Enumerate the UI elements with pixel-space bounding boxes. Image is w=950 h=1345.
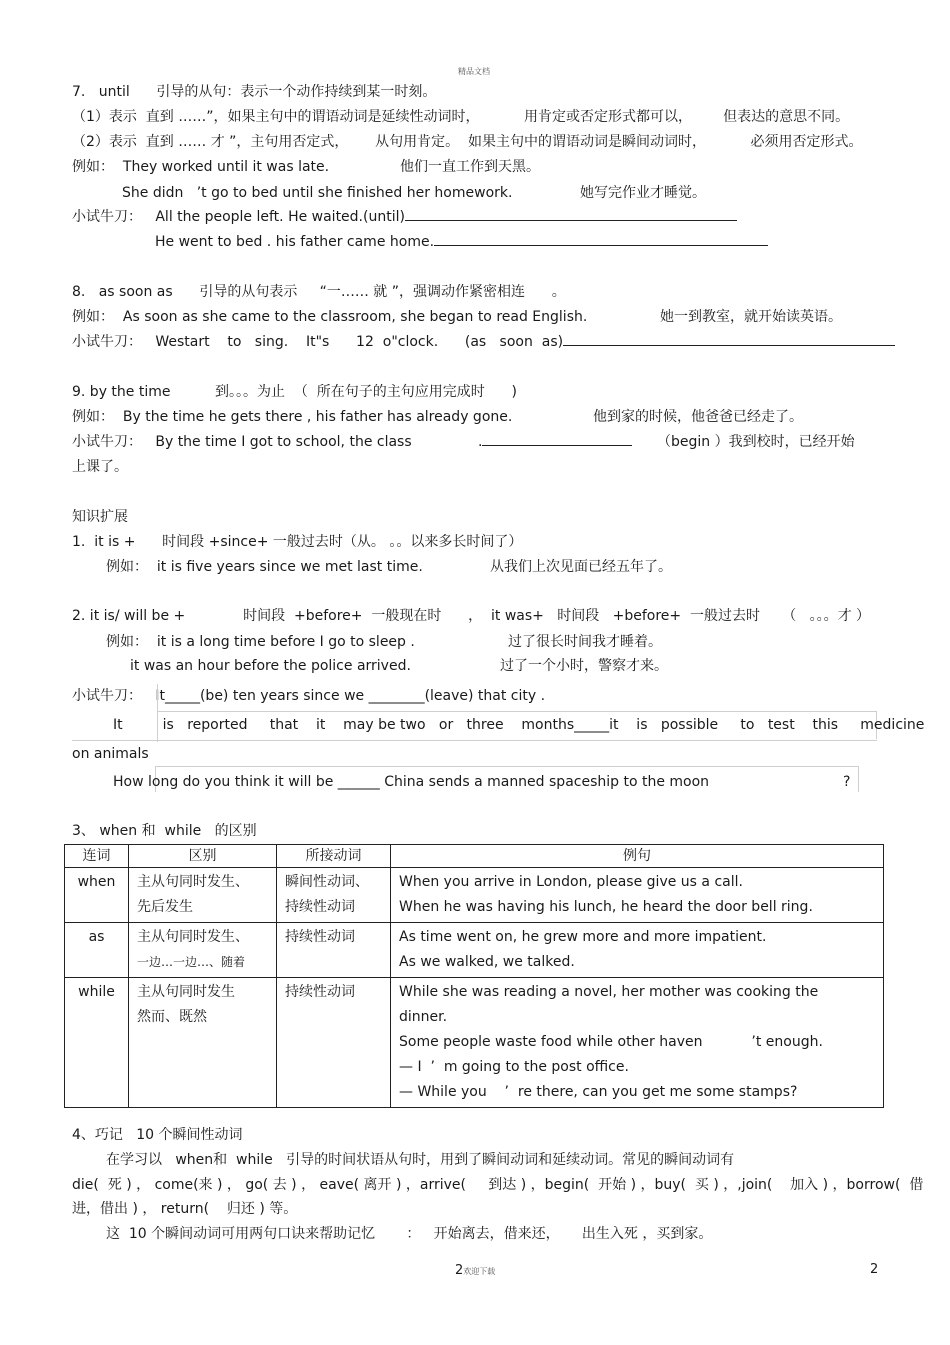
page-number: 2 bbox=[870, 1262, 879, 1277]
extension-try-1: 小试牛刀： It_____(be) ten years since we ________(leave) that city . bbox=[72, 688, 546, 704]
cell-line: dinner. bbox=[399, 1009, 448, 1025]
section-9-title: 9. by the time 到。。。为止 （ 所在句子的主句应用完成时 ) bbox=[72, 384, 517, 400]
section-4-title: 4、巧记 10 个瞬间性动词 bbox=[72, 1127, 243, 1143]
answer-blank[interactable] bbox=[563, 333, 895, 346]
cell-line: 持续性动词 bbox=[285, 929, 355, 945]
difference-cell bbox=[129, 923, 277, 978]
extension-rule-1: 1. it is + 时间段 +since+ 一般过去时（从。 。。以来多长时间了） bbox=[72, 534, 523, 550]
try-text: 小试牛刀： Westart to sing. It"s 12 o"clock. (as soon as) bbox=[72, 334, 564, 350]
extension-rule-1-example-en: 例如： it is five years since we met last time. bbox=[106, 559, 423, 575]
section-7-try-2 bbox=[155, 233, 768, 251]
section-4-para-1: 在学习以 when和 while 引导的时间状语从句时，用到了瞬间动词和延续动词。常见的瞬间动词有 bbox=[106, 1152, 735, 1168]
period-text: . bbox=[478, 434, 483, 450]
cell-line: As we walked, we talked. bbox=[399, 954, 575, 970]
section-9-try-hint: （begin ）我到校时，已经开始 bbox=[657, 434, 855, 450]
try-text: 小试牛刀： All the people left. He waited.(until) bbox=[72, 209, 405, 225]
difference-cell bbox=[129, 868, 277, 923]
answer-blank[interactable] bbox=[434, 233, 768, 246]
conjunction-cell: as bbox=[65, 923, 129, 978]
section-9-example-cn: 他到家的时候，他爸爸已经走了。 bbox=[593, 409, 803, 425]
comparison-table bbox=[64, 844, 884, 1108]
faint-divider bbox=[155, 766, 858, 767]
question-mark: ? bbox=[843, 774, 851, 790]
cell-line: 持续性动词 bbox=[285, 984, 355, 1000]
extension-rule-2-example-2-en: it was an hour before the police arrived. bbox=[130, 658, 411, 674]
table-row bbox=[65, 978, 884, 1108]
faint-divider bbox=[157, 711, 877, 712]
extension-rule-2-example-2-cn: 过了一个小时，警察才来。 bbox=[500, 658, 668, 674]
cell-line: 主从句同时发生 bbox=[137, 984, 235, 1000]
answer-blank[interactable] bbox=[405, 208, 737, 221]
section-7-example-2-en: She didn ’t go to bed until she finished her homework. bbox=[122, 185, 513, 201]
extension-rule-1-example-cn: 从我们上次见面已经五年了。 bbox=[490, 559, 672, 575]
cell-line: 主从句同时发生、 bbox=[137, 929, 249, 945]
conjunction-cell: when bbox=[65, 868, 129, 923]
section-7-try-1 bbox=[72, 208, 737, 226]
cell-line: 瞬间性动词、 bbox=[285, 874, 369, 890]
extension-rule-2-example-1-cn: 过了很长时间我才睡着。 bbox=[508, 634, 662, 650]
footer-center-note: 欢迎下载 bbox=[463, 1267, 496, 1276]
cell-line: When he was having his lunch, he heard the door bell ring. bbox=[399, 899, 813, 915]
difference-cell bbox=[129, 978, 277, 1108]
section-7-example-1-cn: 他们一直工作到天黑。 bbox=[400, 159, 540, 175]
section-9-example-en: 例如： By the time he gets there , his father has already gone. bbox=[72, 409, 513, 425]
section-8-example-cn: 她一到教室，就开始读英语。 bbox=[660, 309, 842, 325]
section-7-title: 7. until 引导的从句：表示一个动作持续到某一时刻。 bbox=[72, 84, 437, 100]
section-7-point-1: （1）表示 直到 ……”，如果主句中的谓语动词是延续性动词时， 用肯定或否定形式都可以， 但表达的意思不同。 bbox=[72, 109, 850, 125]
try-text: He went to bed . his father came home. bbox=[155, 234, 435, 250]
faint-divider bbox=[858, 766, 859, 792]
examples-cell bbox=[391, 868, 884, 923]
conjunction-cell: while bbox=[65, 978, 129, 1108]
table-header-row bbox=[65, 845, 884, 868]
section-3-title: 3、 when 和 while 的区别 bbox=[72, 823, 257, 839]
header-conjunction: 连词 bbox=[65, 845, 129, 868]
cell-line: When you arrive in London, please give us a call. bbox=[399, 874, 743, 890]
section-9-try-cont: 上课了。 bbox=[72, 459, 128, 475]
section-9-try-text: 小试牛刀： By the time I got to school, the class bbox=[72, 434, 412, 450]
section-7-example-2-cn: 她写完作业才睡觉。 bbox=[580, 185, 706, 201]
examples-cell bbox=[391, 978, 884, 1108]
cell-line: — I ’ m going to the post office. bbox=[399, 1059, 629, 1075]
cell-line: 持续性动词 bbox=[285, 899, 355, 915]
section-4-para-2: die( 死 ) ， come(来 ) ， go( 去 ) ， eave( 离开 ) ，arrive( 到达 ) ，begin( 开始 ) ，buy( 买 ) ，,join( 加入 ) ，borrow( 借 bbox=[72, 1177, 924, 1193]
extension-try-2-cont: on animals bbox=[72, 746, 149, 762]
cell-line: 然而、既然 bbox=[137, 1009, 207, 1025]
extension-title: 知识扩展 bbox=[72, 509, 128, 525]
section-8-try bbox=[72, 333, 895, 351]
extension-try-2: It is reported that it may be two or three months_____it is possible to test this medicine bbox=[113, 717, 925, 733]
verb-type-cell bbox=[277, 868, 391, 923]
extension-rule-2-example-1-en: 例如： it is a long time before I go to sleep . bbox=[106, 634, 415, 650]
cell-line: 一边…一边…、随着 bbox=[137, 955, 246, 969]
section-7-example-1-en: 例如： They worked until it was late. bbox=[72, 159, 330, 175]
extension-rule-2: 2. it is/ will be + 时间段 +before+ 一般现在时 ， it was+ 时间段 +before+ 一般过去时 （ 。。。才 ） bbox=[72, 608, 871, 624]
extension-try-3: How long do you think it will be ______ China sends a manned spaceship to the moon bbox=[113, 774, 710, 790]
cell-line: Some people waste food while other haven ’t enough. bbox=[399, 1034, 823, 1050]
footer-center-number: 2 bbox=[455, 1263, 464, 1278]
footer-center bbox=[455, 1261, 495, 1280]
examples-cell bbox=[391, 923, 884, 978]
answer-blank[interactable] bbox=[482, 433, 632, 446]
section-4-para-3: 进，借出 ) ， return( 归还 ) 等。 bbox=[72, 1201, 298, 1217]
table-row bbox=[65, 923, 884, 978]
header-examples: 例句 bbox=[391, 845, 884, 868]
section-7-point-2: （2）表示 直到 …… 才 ”，主句用否定式， 从句用肯定。 如果主句中的谓语动词是瞬间动词时， 必须用否定形式。 bbox=[72, 134, 863, 150]
header-note: 精品文档 bbox=[458, 67, 490, 76]
section-4-para-4: 这 10 个瞬间动词可用两句口诀来帮助记忆 ： 开始离去，借来还， 出生入死 ，买到家。 bbox=[106, 1226, 713, 1242]
header-verb-type: 所接动词 bbox=[277, 845, 391, 868]
header-difference: 区别 bbox=[129, 845, 277, 868]
verb-type-cell bbox=[277, 978, 391, 1108]
cell-line: — While you ’ re there, can you get me some stamps? bbox=[399, 1084, 798, 1100]
faint-divider bbox=[72, 740, 877, 741]
section-8-title: 8. as soon as 引导的从句表示 “一…… 就 ”，强调动作紧密相连 。 bbox=[72, 284, 566, 300]
cell-line: As time went on, he grew more and more impatient. bbox=[399, 929, 767, 945]
section-9-try-blank-line bbox=[478, 433, 632, 451]
section-8-example-en: 例如： As soon as she came to the classroom, she began to read English. bbox=[72, 309, 588, 325]
table-row bbox=[65, 868, 884, 923]
cell-line: 主从句同时发生、 bbox=[137, 874, 249, 890]
cell-line: 先后发生 bbox=[137, 899, 193, 915]
cell-line: While she was reading a novel, her mother was cooking the bbox=[399, 984, 819, 1000]
verb-type-cell bbox=[277, 923, 391, 978]
